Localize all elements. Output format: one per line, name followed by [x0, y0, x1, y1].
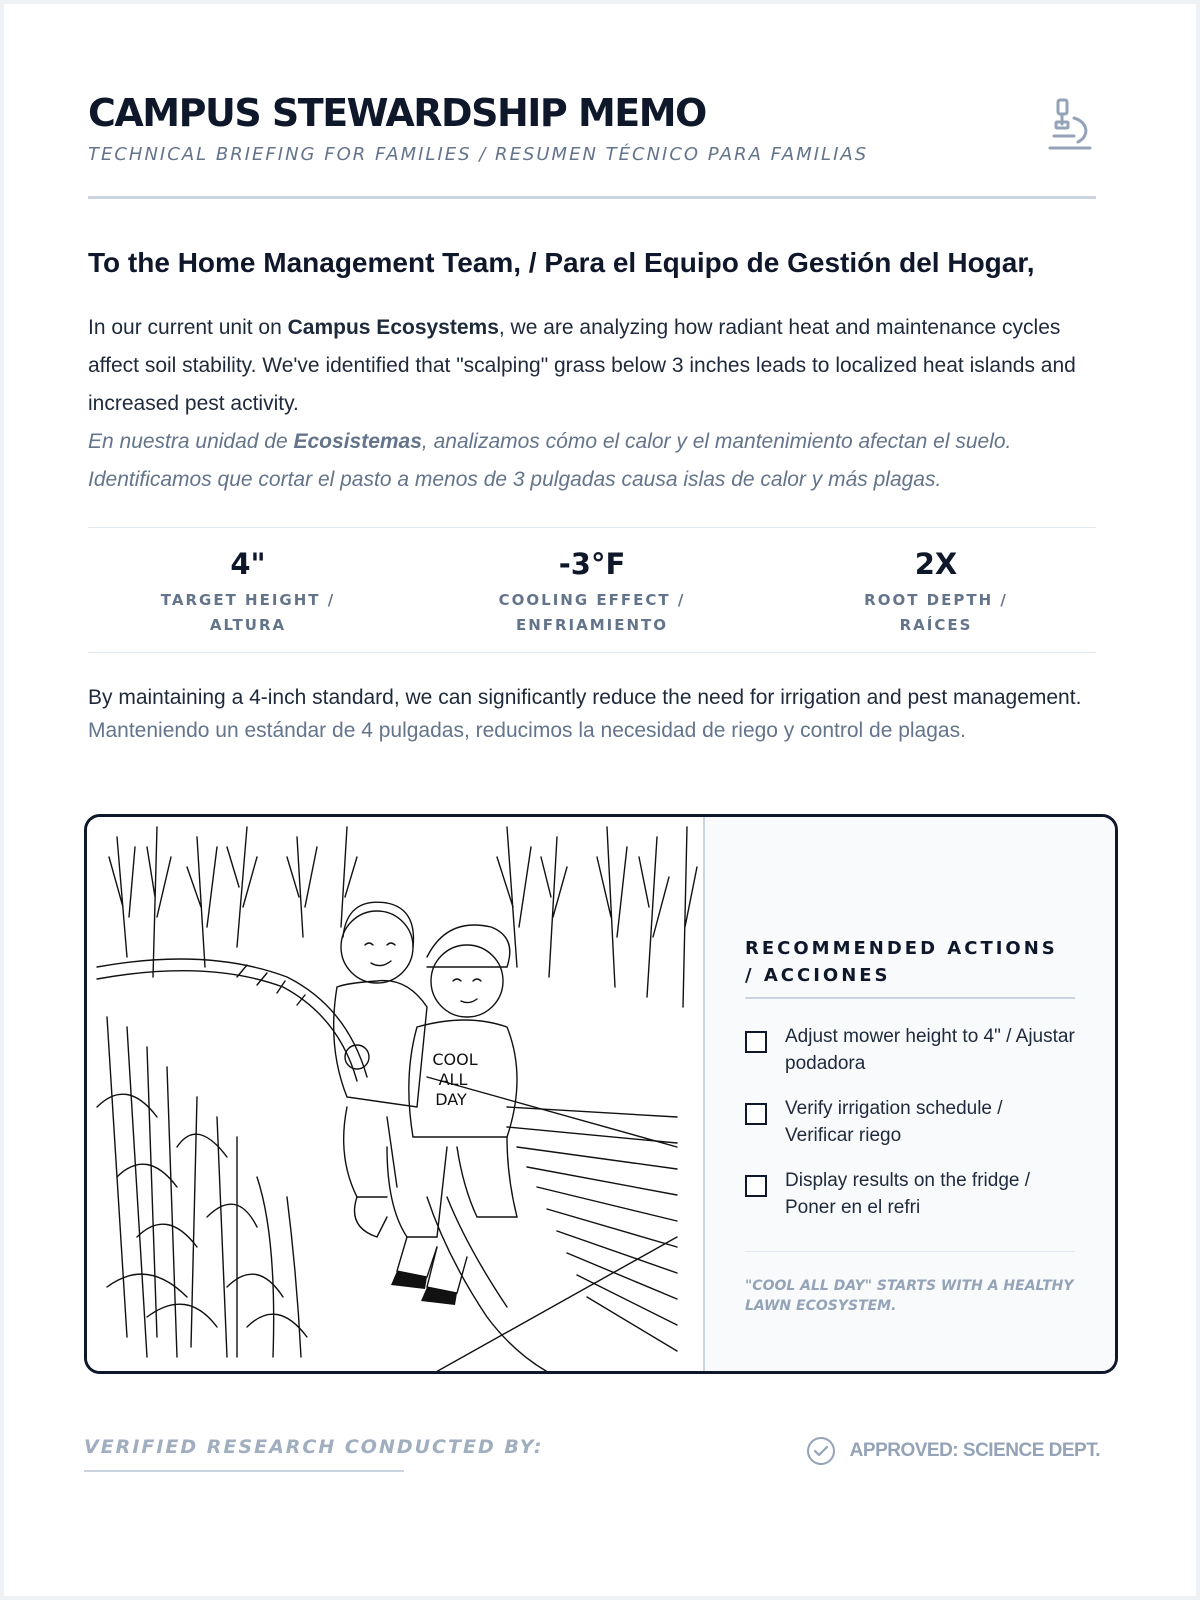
- stat-value: 4": [230, 547, 266, 581]
- shirt-text-line-1: COOL: [432, 1050, 478, 1069]
- stat-root-depth: [776, 528, 1096, 652]
- verified-research-label: VERIFIED RESEARCH CONDUCTED BY:: [84, 1436, 544, 1458]
- action-checkbox[interactable]: [745, 1103, 767, 1125]
- shirt-text-line-2: ALL: [438, 1070, 468, 1089]
- stat-label: TARGET HEIGHT / ALTURA: [160, 591, 336, 634]
- closing-english: By maintaining a 4-inch standard, we can significantly reduce the need for irrigation and pest management.: [88, 686, 1082, 709]
- intro-english-highlight: Campus Ecosystems: [287, 316, 499, 339]
- intro-spanish: En nuestra unidad de Ecosistemas, analizamos cómo el calor y el mantenimiento afectan el suelo. Identificamos que cortar el pasto a menos de 3 pulgadas causa islas de calor y más plagas.: [88, 430, 1012, 491]
- closing-spanish: Manteniendo un estándar de 4 pulgadas, reducimos la necesidad de riego y control de plagas.: [88, 719, 966, 742]
- recommended-actions-panel: [705, 817, 1115, 1371]
- action-adjust-mower[interactable]: [745, 1023, 1075, 1077]
- approval-stamp: [806, 1436, 1100, 1466]
- stat-target-height: [88, 528, 408, 652]
- actions-note: "COOL ALL DAY" STARTS WITH A HEALTHY LAWN ECOSYSTEM.: [745, 1251, 1075, 1316]
- stat-cooling-effect: [432, 528, 752, 652]
- shirt-text-line-3: DAY: [435, 1090, 467, 1109]
- memo-greeting: To the Home Management Team, / Para el Equipo de Gestión del Hogar,: [88, 247, 1035, 278]
- stat-label: ROOT DEPTH / RAÍCES: [864, 591, 1008, 634]
- action-checkbox[interactable]: [745, 1031, 767, 1053]
- stat-value: -3°F: [558, 547, 626, 581]
- microscope-icon: [1044, 96, 1096, 152]
- kids-on-boardwalk-illustration: [87, 817, 705, 1371]
- action-label: Verify irrigation schedule / Verificar riego: [785, 1098, 1003, 1146]
- memo-subtitle: TECHNICAL BRIEFING FOR FAMILIES / RESUMEN TÉCNICO PARA FAMILIAS: [88, 144, 869, 165]
- actions-title: RECOMMENDED ACTIONS / ACCIONES: [745, 935, 1075, 999]
- action-verify-irrigation[interactable]: [745, 1095, 1075, 1149]
- action-checkbox[interactable]: [745, 1175, 767, 1197]
- action-label: Adjust mower height to 4" / Ajustar podadora: [785, 1026, 1075, 1074]
- illustration-drawing: [87, 817, 703, 1371]
- action-list: [745, 1023, 1075, 1221]
- approved-text: APPROVED: SCIENCE DEPT.: [849, 1440, 1100, 1461]
- stat-value: 2X: [914, 547, 958, 581]
- memo-title: CAMPUS STEWARDSHIP MEMO: [88, 91, 706, 135]
- action-label: Display results on the fridge / Poner en el refri: [785, 1170, 1031, 1218]
- check-circle-icon: [806, 1436, 836, 1466]
- intro-english: In our current unit on Campus Ecosystems, we are analyzing how radiant heat and maintenance cycles affect soil stability. We've identified that "scalping" grass below 3 inches leads to localized heat islands and increased pest activity.: [88, 316, 1076, 415]
- stats-row: [88, 527, 1096, 653]
- memo-header: [88, 4, 1096, 199]
- signature-line: [84, 1470, 404, 1472]
- action-card: [84, 814, 1118, 1374]
- intro-spanish-highlight: Ecosistemas: [293, 430, 422, 453]
- action-display-results[interactable]: [745, 1167, 1075, 1221]
- stat-label: COOLING EFFECT / ENFRIAMIENTO: [498, 591, 686, 634]
